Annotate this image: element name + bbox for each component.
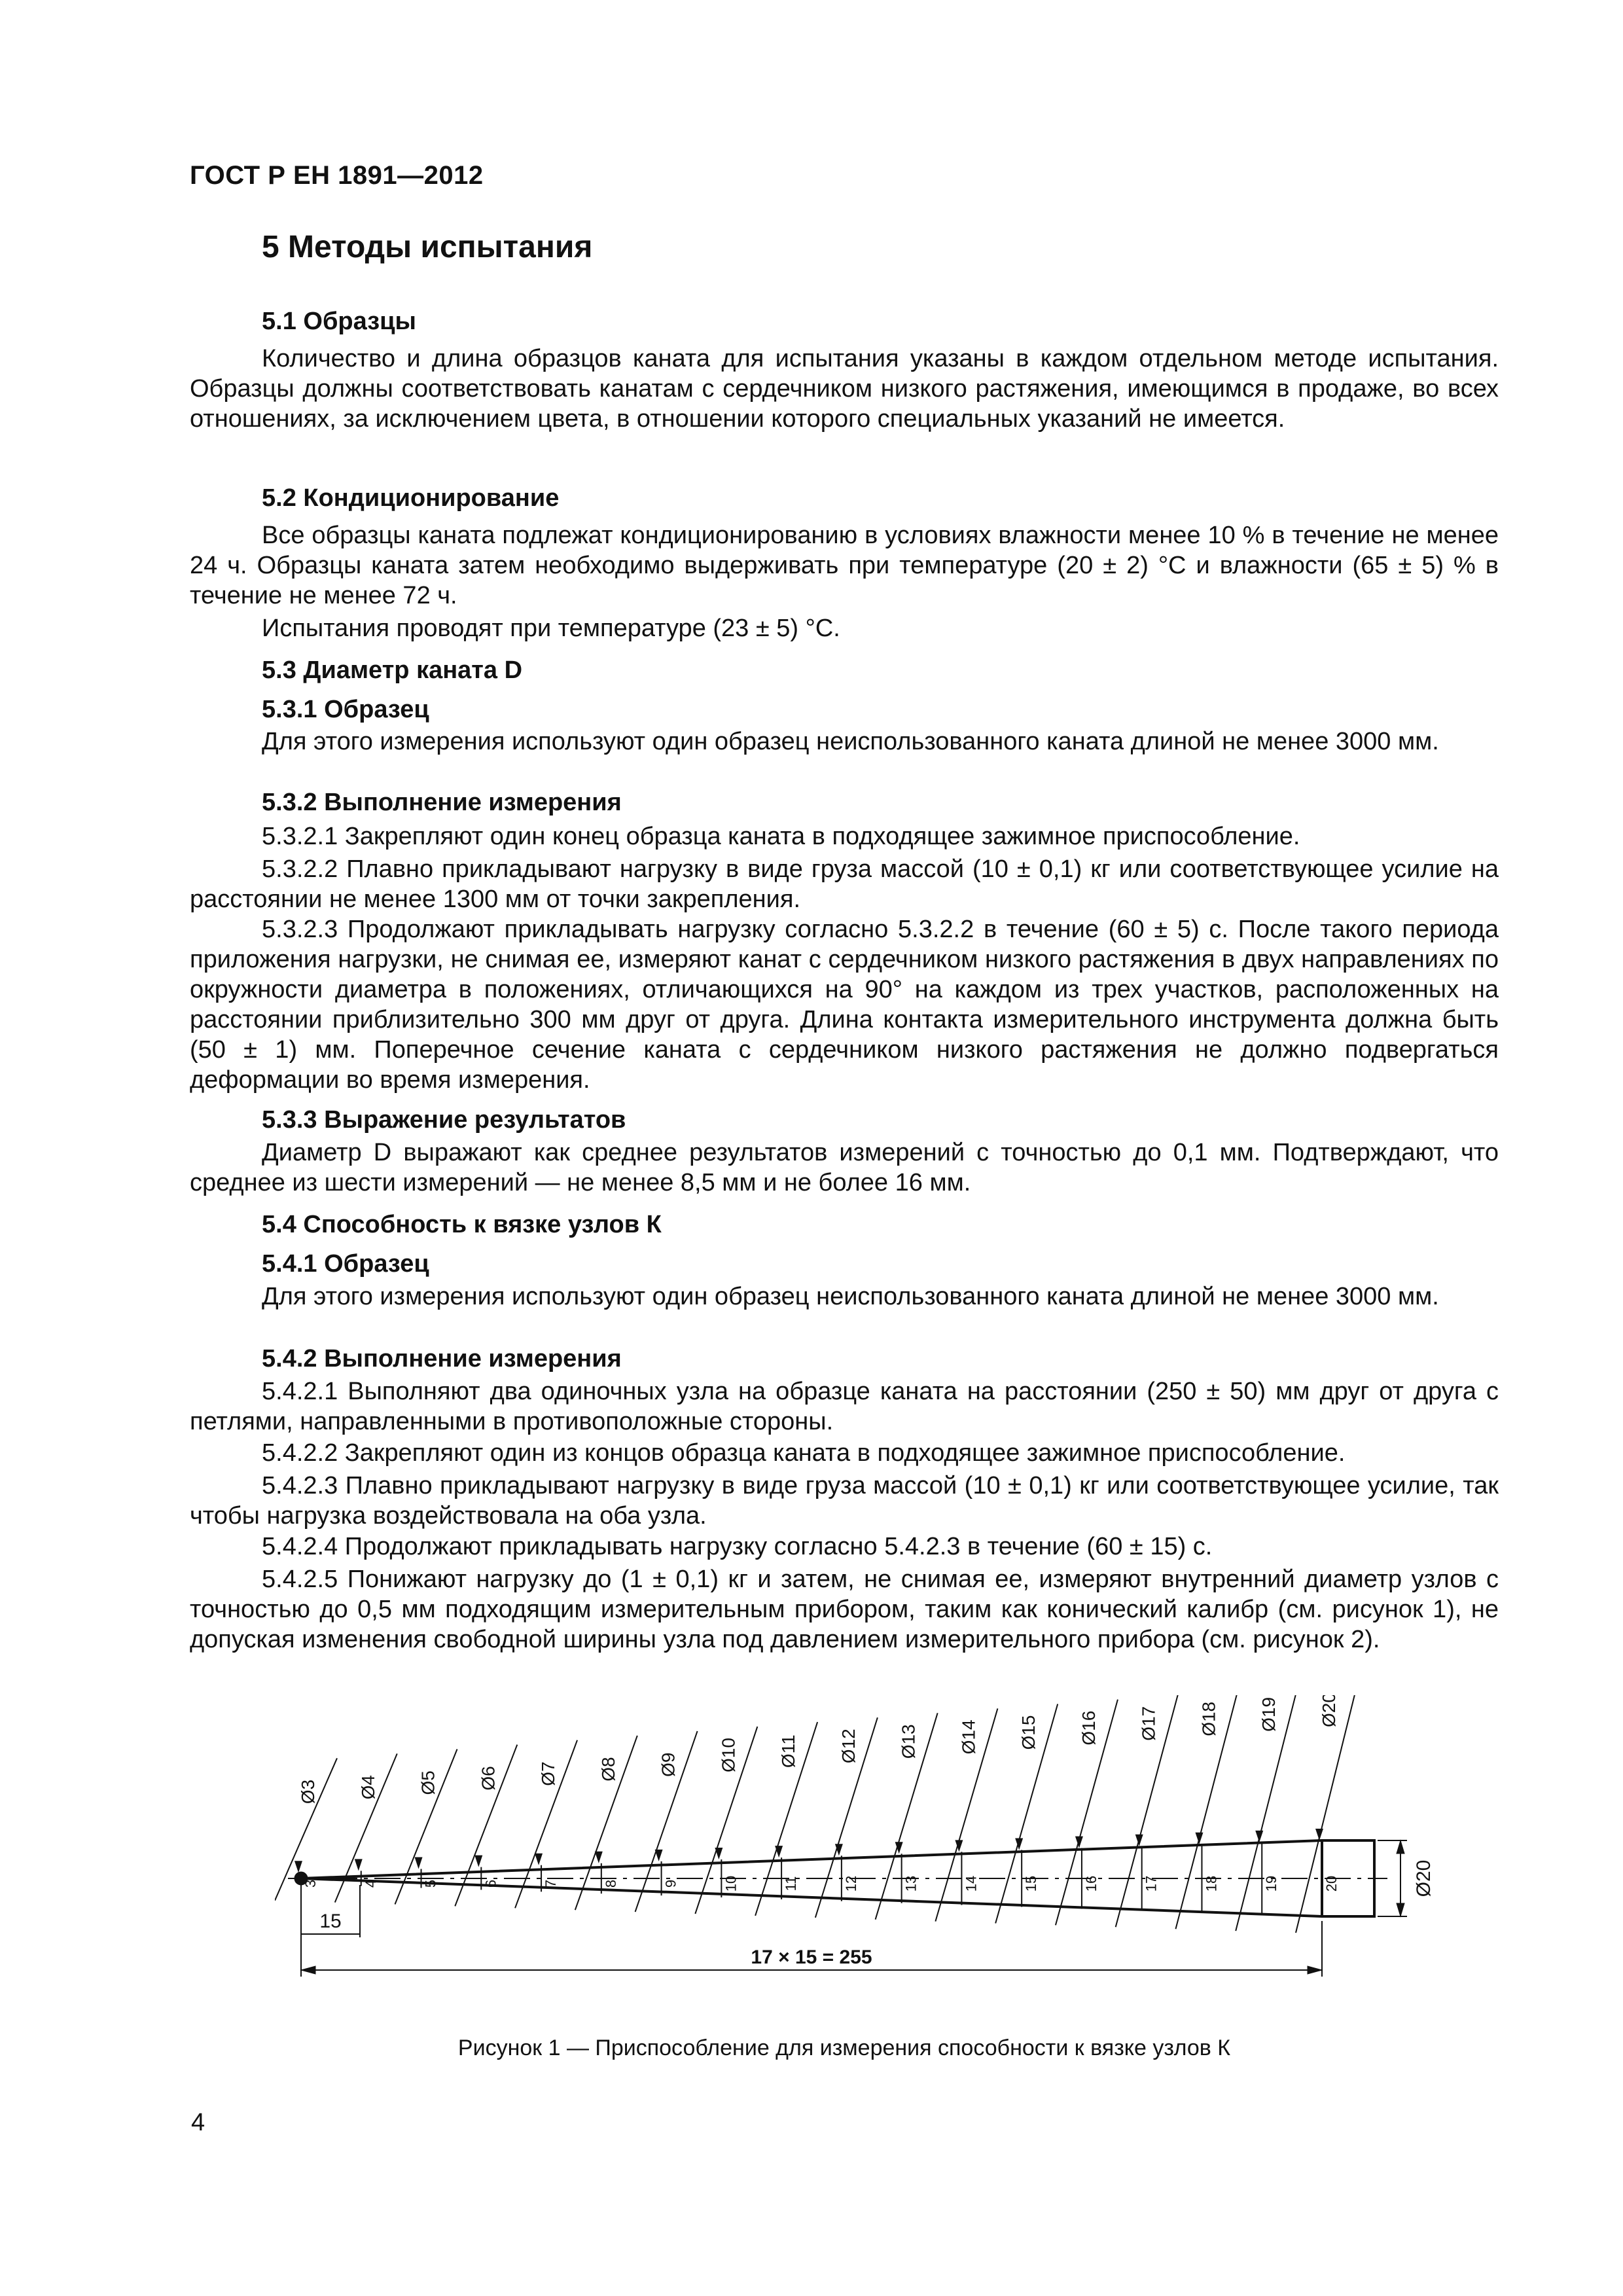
diameter-arrow — [1075, 1837, 1083, 1848]
scale-label: 15 — [1023, 1875, 1040, 1892]
page-number: 4 — [191, 2109, 205, 2136]
diameter-label: Ø8 — [597, 1757, 618, 1782]
dimension-arrow-left — [301, 1966, 315, 1974]
paragraph-5-4-2-5 — [190, 1564, 1499, 1655]
scale-label: 6 — [482, 1879, 499, 1888]
diameter-arrow — [715, 1848, 722, 1859]
scale-label: 5 — [422, 1879, 439, 1888]
dimension-label-step: 15 — [319, 1910, 342, 1932]
diameter-arrow — [1195, 1833, 1203, 1844]
heading-5-4-2: 5.4.2 Выполнение измерения — [262, 1345, 622, 1372]
paragraph-5-2-test-temp-text: Испытания проводят при температуре (23 ± 5) °С. — [262, 615, 840, 642]
dimension-arrow-d20-bottom — [1397, 1903, 1404, 1916]
paragraph-5-3-2-2-text: 5.3.2.2 Плавно прикладывают нагрузку в виде груза массой (10 ± 0,1) кг или соответствующее усилие на расстоянии не менее 1300 мм от точки закрепления. — [190, 855, 1499, 913]
paragraph-5-3-2-1 — [190, 821, 1499, 852]
diameter-arrow — [655, 1850, 663, 1861]
dimension-arrow-d20-top — [1397, 1840, 1404, 1854]
diameter-label: Ø7 — [538, 1761, 559, 1786]
diameter-label: Ø4 — [357, 1775, 378, 1800]
diameter-label: Ø5 — [418, 1770, 438, 1795]
paragraph-5-4-2-2 — [190, 1438, 1499, 1468]
paragraph-5-1 — [190, 344, 1499, 434]
diameter-arrow — [415, 1857, 423, 1869]
diameter-label: Ø17 — [1138, 1706, 1159, 1741]
diameter-arrow — [294, 1861, 302, 1873]
document-code: ГОСТ Р ЕН 1891—2012 — [190, 161, 484, 190]
paragraph-5-4-2-3 — [190, 1471, 1499, 1531]
diameter-label: Ø15 — [1018, 1715, 1039, 1750]
heading-5-3-3: 5.3.3 Выражение результатов — [262, 1106, 626, 1134]
leader-line — [1296, 1695, 1358, 1933]
paragraph-5-2-text: Все образцы каната подлежат кондиционированию в условиях влажности менее 10 % в течение не менее 24 ч. Образцы каната затем необходимо выдерживать при температуре (20 ± 2) °С и влажности (65 ± 5) % в течение не менее 72 ч. — [190, 522, 1499, 609]
scale-label: 12 — [842, 1875, 859, 1892]
heading-5-3-2: 5.3.2 Выполнение измерения — [262, 789, 622, 816]
paragraph-5-4-1 — [190, 1282, 1499, 1312]
diameter-label: Ø13 — [898, 1724, 919, 1759]
scale-label: 7 — [543, 1879, 560, 1888]
section-title: 5 Методы испытания — [262, 230, 593, 264]
paragraph-5-4-1-text: Для этого измерения используют один образец неиспользованного каната длиной не менее 3000 мм. — [262, 1283, 1439, 1310]
diameter-label: Ø10 — [718, 1738, 739, 1772]
paragraph-5-4-2-1 — [190, 1376, 1499, 1437]
scale-label: 11 — [783, 1876, 800, 1892]
paragraph-5-2 — [190, 520, 1499, 611]
diameter-label: Ø11 — [778, 1734, 799, 1768]
dimension-label-d20: Ø20 — [1413, 1859, 1435, 1897]
heading-5-3: 5.3 Диаметр каната D — [262, 656, 523, 684]
figure-caption: Рисунок 1 — Приспособление для измерения способности к вязке узлов К — [457, 2036, 1231, 2060]
paragraph-5-3-1-text: Для этого измерения используют один образец неиспользованного каната длиной не менее 3000 мм. — [262, 728, 1439, 755]
diameter-label: Ø16 — [1078, 1710, 1099, 1746]
figure-conical-gauge — [275, 1695, 1440, 2022]
scale-label: 4 — [362, 1879, 379, 1888]
heading-5-3-1: 5.3.1 Образец — [262, 696, 429, 723]
scale-label: 20 — [1323, 1875, 1340, 1892]
heading-5-1: 5.1 Образцы — [262, 308, 416, 335]
paragraph-5-3-2-3 — [190, 914, 1499, 1095]
paragraph-5-4-2-1-text: 5.4.2.1 Выполняют два одиночных узла на образце каната на расстоянии (250 ± 50) мм друг от друга с петлями, направленными в противоположные стороны. — [190, 1378, 1499, 1435]
scale-label: 16 — [1082, 1875, 1099, 1892]
dimension-arrow-right — [1308, 1966, 1322, 1974]
scale-label: 13 — [902, 1875, 919, 1892]
heading-5-2: 5.2 Кондиционирование — [262, 484, 560, 512]
heading-5-4-1: 5.4.1 Образец — [262, 1250, 429, 1278]
scale-label: 3 — [302, 1879, 319, 1888]
diameter-label: Ø14 — [958, 1719, 979, 1755]
paragraph-5-2-test-temp — [190, 613, 1499, 643]
paragraph-5-4-2-4 — [190, 1532, 1499, 1562]
diameter-arrow — [1255, 1831, 1263, 1842]
scale-label: 10 — [722, 1875, 740, 1892]
scale-label: 17 — [1143, 1875, 1160, 1892]
scale-label: 14 — [963, 1875, 980, 1892]
paragraph-5-4-2-5-text: 5.4.2.5 Понижают нагрузку до (1 ± 0,1) кг и затем, не снимая ее, измеряют внутренний диаметр узлов с точностью до 0,5 мм подходящим измерительным прибором, таким как конический калибр (см. рисунок 1), не допуская изменения свободной ширины узла под давлением измерительного прибора (см. рисунок 2). — [190, 1566, 1499, 1653]
paragraph-5-3-3 — [190, 1138, 1499, 1198]
diameter-label: Ø18 — [1198, 1701, 1219, 1736]
paragraph-5-1-text: Количество и длина образцов каната для испытания указаны в каждом отдельном методе испытания. Образцы должны соответствовать канатам с сердечником низкого растяжения, имеющимся в продаже, во всех отношениях, за исключением цвета, в отношении которого специальных указаний не имеется. — [190, 345, 1499, 433]
diameter-label: Ø3 — [298, 1779, 318, 1804]
dimension-label-total: 17 × 15 = 255 — [751, 1946, 872, 1968]
diameter-label: Ø12 — [838, 1729, 859, 1764]
diameter-label: Ø9 — [658, 1752, 679, 1777]
conical-gauge-drawing — [275, 1695, 1440, 2022]
diameter-label: Ø19 — [1258, 1696, 1279, 1732]
diameter-arrow — [595, 1852, 603, 1863]
heading-5-4: 5.4 Способность к вязке узлов К — [262, 1211, 662, 1238]
paragraph-5-4-2-2-text: 5.4.2.2 Закрепляют один из концов образца каната в подходящее зажимное приспособление. — [262, 1439, 1346, 1467]
scale-label: 18 — [1203, 1875, 1220, 1892]
scale-label: 9 — [662, 1879, 679, 1888]
diameter-label: Ø6 — [478, 1766, 499, 1791]
paragraph-5-3-3-text: Диаметр D выражают как среднее результатов измерений с точностью до 0,1 мм. Подтверждают, что среднее из шести измерений — не менее 8,5 мм и не более 16 мм. — [190, 1139, 1499, 1196]
paragraph-5-3-2-1-text: 5.3.2.1 Закрепляют один конец образца каната в подходящее зажимное приспособление. — [262, 823, 1300, 850]
diameter-arrow — [474, 1856, 482, 1867]
diameter-label: Ø20 — [1319, 1695, 1339, 1727]
paragraph-5-4-2-4-text: 5.4.2.4 Продолжают прикладывать нагрузку согласно 5.4.2.3 в течение (60 ± 15) с. — [262, 1533, 1213, 1560]
scale-label: 8 — [602, 1879, 619, 1888]
diameter-arrow — [1315, 1829, 1323, 1840]
scale-label: 19 — [1263, 1875, 1280, 1892]
diameter-arrow — [535, 1854, 543, 1865]
paragraph-5-3-1 — [190, 726, 1499, 757]
diameter-arrow — [355, 1859, 363, 1871]
diameter-arrow — [1135, 1835, 1143, 1846]
paragraph-5-3-2-3-text: 5.3.2.3 Продолжают прикладывать нагрузку согласно 5.3.2.2 в течение (60 ± 5) с. После такого периода приложения нагрузки, не снимая ее, измеряют канат с сердечником низкого растяжения в двух направлениях по окружности диаметра в положениях, отличающихся на 90° на каждом из трех участков, расположенных на расстоянии приблизительно 300 мм друг от друга. Длина контакта измерительного инструмента должна быть (50 ± 1) мм. Поперечное сечение каната с сердечником низкого растяжения не должно подвергаться деформации во время измерения. — [190, 916, 1499, 1094]
paragraph-5-3-2-2 — [190, 854, 1499, 914]
paragraph-5-4-2-3-text: 5.4.2.3 Плавно прикладывают нагрузку в виде груза массой (10 ± 0,1) кг или соответствующее усилие, так чтобы нагрузка воздействовала на оба узла. — [190, 1472, 1499, 1530]
